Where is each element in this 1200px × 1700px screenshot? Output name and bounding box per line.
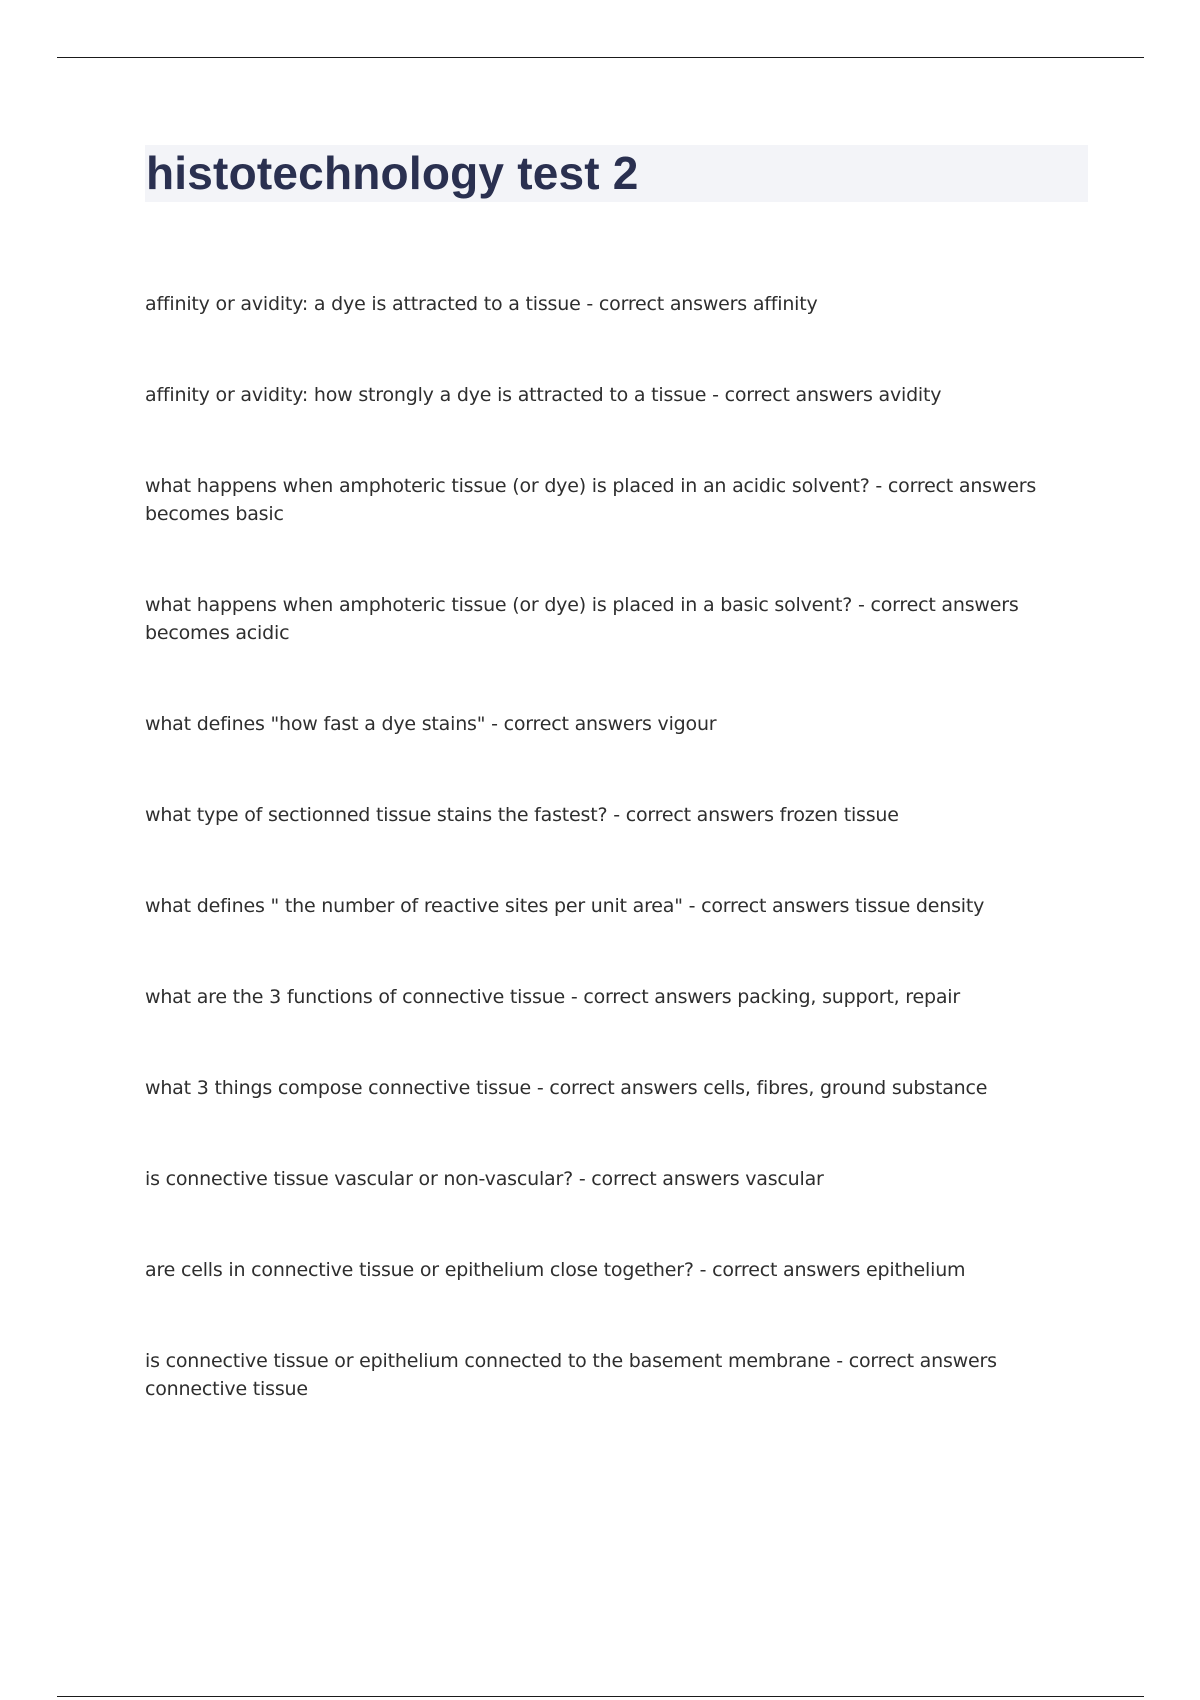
top-rule [57, 57, 1144, 58]
qa-list [145, 290, 1095, 1466]
qa-item: is connective tissue or epithelium connected to the basement membrane - correct answers connective tissue [145, 1350, 997, 1400]
bottom-rule [57, 1696, 1144, 1697]
qa-item: what type of sectionned tissue stains the fastest? - correct answers frozen tissue [145, 804, 899, 826]
qa-item: affinity or avidity: a dye is attracted to a tissue - correct answers affinity [145, 293, 818, 315]
qa-item: is connective tissue vascular or non-vascular? - correct answers vascular [145, 1168, 824, 1190]
qa-item: what happens when amphoteric tissue (or dye) is placed in a basic solvent? - correct answers becomes acidic [145, 594, 1019, 644]
qa-item: what happens when amphoteric tissue (or dye) is placed in an acidic solvent? - correct answers becomes basic [145, 475, 1037, 525]
qa-item: what defines " the number of reactive sites per unit area" - correct answers tissue density [145, 895, 985, 917]
qa-item: what 3 things compose connective tissue - correct answers cells, fibres, ground substance [145, 1077, 988, 1099]
page-title: histotechnology test 2 [146, 147, 639, 199]
qa-item: affinity or avidity: how strongly a dye is attracted to a tissue - correct answers avidity [145, 384, 942, 406]
qa-item: are cells in connective tissue or epithelium close together? - correct answers epithelium [145, 1259, 966, 1281]
qa-item: what are the 3 functions of connective tissue - correct answers packing, support, repair [145, 986, 960, 1008]
qa-item: what defines "how fast a dye stains" - correct answers vigour [145, 713, 717, 735]
